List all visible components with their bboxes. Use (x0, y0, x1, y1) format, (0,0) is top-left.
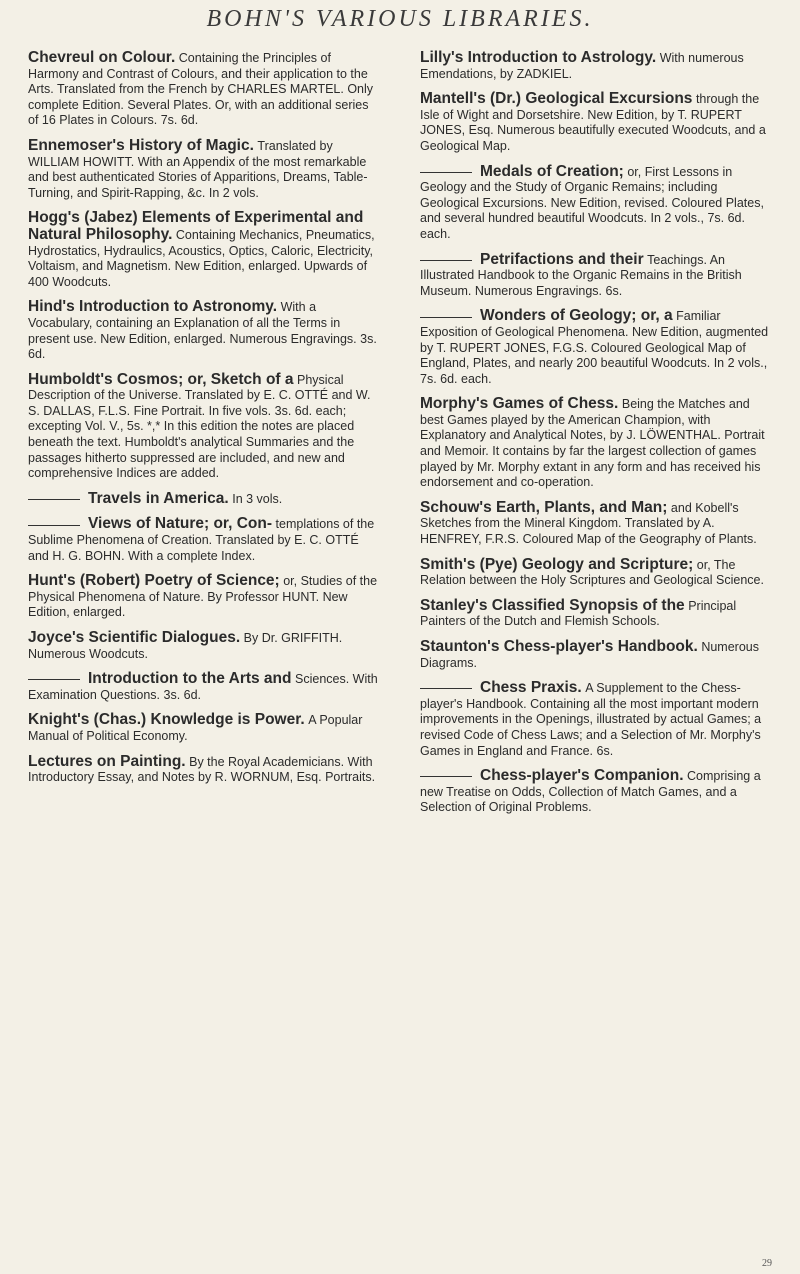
catalog-entry (420, 308, 772, 387)
ditto-dash (28, 499, 80, 500)
catalog-entry (28, 712, 380, 744)
catalog-entry (28, 630, 380, 662)
catalog-entry (420, 680, 772, 759)
entry-body: and Kobell's Sketches from the Mineral Kingdom. Translated by A. HENFREY, F.R.S. Coloured Map of the Geography of Plants. (420, 500, 757, 547)
entry-body: through the Isle of Wight and Dorsetshire. New Edition, by T. RUPERT JONES, Esq. Numerous beautifully executed Woodcuts, and a Geological Map. (420, 92, 766, 153)
entry-title: Morphy's Games of Chess. (420, 395, 619, 413)
entry-body: templations of the Sublime Phenomena of Creation. Translated by E. C. OTTÉ and H. G. BOHN. With a complete Index. (28, 517, 375, 563)
catalog-entry (28, 491, 380, 508)
catalog-entry (420, 396, 772, 491)
entry-title: Medals of Creation; (480, 162, 624, 180)
right-column (420, 50, 772, 825)
entry-body: Comprising a new Treatise on Odds, Collection of Match Games, and a Selection of Original Problems. (420, 769, 761, 815)
entry-body: Translated by WILLIAM HOWITT. With an Appendix of the most remarkable and best authenticated Stories of Apparitions, Dreams, Table-Turning, and Spirit-Rapping, &c. In 2 vols. (28, 138, 368, 200)
ditto-dash (28, 679, 80, 680)
entry-body: or, First Lessons in Geology and the Study of Organic Remains; including Geological Excursions. New Edition, revised. Coloured Plates, and several hundred beautiful Woodcuts. In 2 vols., 7s. 6d. each. (420, 164, 764, 241)
entry-body: Numerous Diagrams. (420, 640, 759, 670)
entry-body: Physical Description of the Universe. Translated by E. C. OTTÉ and W. S. DALLAS, F.L.S. Fine Portrait. In five vols. 3s. 6d. each; excepting Vol. V., 5s. *,* In this edition the notes are placed beneath the text. Humboldt's analytical Summaries and the passages hitherto suppressed are included, and new and comprehensive Indices are added. (28, 372, 371, 481)
ditto-dash (420, 172, 472, 173)
entry-body: Familiar Exposition of Geological Phenomena. New Edition, augmented by T. RUPERT JONES, F.G.S. Coloured Geological Map of England, Plates, and nearly 200 beautiful Woodcuts. In 2 vols., 7s. 6d. each. (420, 309, 769, 386)
ditto-dash (420, 317, 472, 318)
page-header: BOHN'S VARIOUS LIBRARIES. (206, 6, 594, 32)
entry-body: With numerous Emendations, by ZADKIEL. (420, 51, 744, 81)
catalog-entry (28, 573, 380, 621)
entry-title: Mantell's (Dr.) Geological Excursions (420, 90, 693, 108)
left-column (28, 50, 380, 795)
entry-body: By Dr. GRIFFITH. Numerous Woodcuts. (28, 631, 343, 661)
entry-title: Joyce's Scientific Dialogues. (28, 629, 241, 646)
entry-title: Introduction to the Arts and (88, 670, 292, 688)
catalog-entry (420, 557, 772, 589)
ditto-dash (420, 260, 472, 261)
catalog-entry (28, 210, 380, 290)
entry-title: Chess Praxis. (480, 679, 582, 697)
entry-title: Hunt's (Robert) Poetry of Science; (28, 572, 280, 590)
entry-title: Lilly's Introduction to Astrology. (420, 49, 657, 66)
entry-body: Containing the Principles of Harmony and Contrast of Colours, and their application to the Arts. Translated from the French by CHARLES MARTEL. Only complete Edition. Several Plates. Or, with an additional series of 16 Plates in Colours. 7s. 6d. (28, 51, 374, 128)
catalog-entry (420, 252, 772, 300)
catalog-entry (420, 164, 772, 243)
catalog-entry (420, 500, 772, 548)
entry-body: or, The Relation between the Holy Scriptures and Geological Science. (420, 557, 764, 588)
entry-body: or, Studies of the Physical Phenomena of Nature. By Professor HUNT. New Edition, enlarged. (28, 574, 378, 620)
entry-body: Teachings. An Illustrated Handbook to the Organic Remains in the British Museum. Numerous Engravings. 6s. (420, 252, 742, 298)
entry-body: With a Vocabulary, containing an Explanation of all the Terms in present use. New Edition, enlarged. Numerous Engravings. 3s. 6d. (28, 300, 377, 362)
entry-body: By the Royal Academicians. With Introductory Essay, and Notes by R. WORNUM, Esq. Portraits. (28, 754, 376, 785)
entry-title: Humboldt's Cosmos; or, Sketch of a (28, 370, 294, 388)
catalog-entry (420, 50, 772, 82)
entry-title: Wonders of Geology; or, a (480, 307, 673, 325)
catalog-entry (28, 516, 380, 564)
entry-title: Staunton's Chess-player's Handbook. (420, 638, 698, 655)
catalog-entry (28, 138, 380, 201)
ditto-dash (28, 525, 80, 526)
ditto-dash (420, 688, 472, 689)
catalog-entry (28, 754, 380, 786)
entry-title: Chess-player's Companion. (480, 767, 684, 785)
ditto-dash (420, 776, 472, 777)
catalog-entry (28, 671, 380, 703)
entry-body: A Supplement to the Chess-player's Handbook. Containing all the most important modern improvements in the Openings, illustrated by actual Games; a revised Code of Chess Laws; and a Selection of Mr. Morphy's Games in England and France. 6s. (420, 681, 762, 758)
catalog-entry (420, 91, 772, 154)
entry-title: Hind's Introduction to Astronomy. (28, 298, 278, 316)
entry-title: Petrifactions and their (480, 250, 644, 268)
catalog-entry (28, 299, 380, 362)
catalog-entry (420, 639, 772, 671)
entry-title: Lectures on Painting. (28, 752, 186, 770)
entry-body: Containing Mechanics, Pneumatics, Hydrostatics, Hydraulics, Acoustics, Optics, Caloric, Electricity, Voltaism, and Magnetism. New Edition, enlarged. Upwards of 400 Woodcuts. (28, 227, 375, 289)
entry-title: Hogg's (Jabez) Elements of Experimental and Natural Philosophy. (28, 209, 364, 243)
entry-title: Ennemoser's History of Magic. (28, 136, 254, 154)
entry-title: Views of Nature; or, Con- (88, 515, 273, 533)
entry-title: Knight's (Chas.) Knowledge is Power. (28, 711, 305, 729)
catalog-entry (28, 372, 380, 482)
entry-body: Principal Painters of the Dutch and Flemish Schools. (420, 598, 737, 629)
catalog-entry (28, 50, 380, 129)
entry-body: A Popular Manual of Political Economy. (28, 713, 363, 743)
catalog-entry (420, 598, 772, 630)
entry-title: Chevreul on Colour. (28, 49, 176, 66)
entry-body: Sciences. With Examination Questions. 3s. 6d. (28, 672, 378, 702)
entry-title: Smith's (Pye) Geology and Scripture; (420, 555, 694, 573)
entry-body: In 3 vols. (232, 491, 283, 506)
page-number: 29 (762, 1258, 772, 1269)
catalog-entry (420, 768, 772, 816)
entry-body: Being the Matches and best Games played by the American Champion, with Explanatory and Analytical Notes, by J. LÖWENTHAL. Portrait and Memoir. It contains by far the largest collection of games played by Mr. Morphy extant in any form and has received his endorsement and co-operation. (420, 397, 765, 490)
entry-title: Schouw's Earth, Plants, and Man; (420, 498, 668, 516)
entry-title: Travels in America. (88, 489, 229, 507)
entry-title: Stanley's Classified Synopsis of the (420, 596, 685, 614)
